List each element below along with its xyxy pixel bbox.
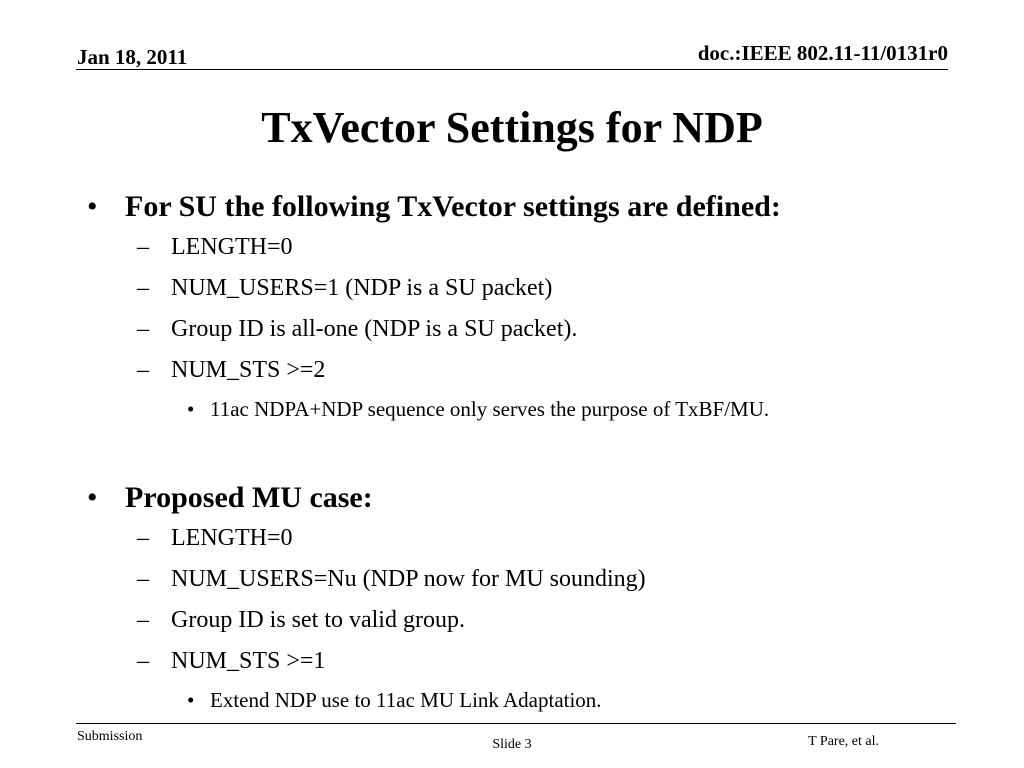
sub-bullet — [0, 559, 1024, 600]
bullet-heading — [0, 187, 1024, 227]
header-divider — [76, 69, 948, 70]
dash-marker: – — [137, 525, 149, 551]
bullet-heading-text: For SU the following TxVector settings are defined: — [125, 190, 781, 223]
footer-author: T Pare, et al. — [808, 734, 879, 749]
bullet-marker: • — [187, 688, 195, 712]
footer-submission: Submission — [77, 729, 143, 744]
sub-bullet — [0, 227, 1024, 268]
sub-bullet-text: LENGTH=0 — [171, 525, 293, 551]
dash-marker: – — [137, 357, 149, 383]
bullet-marker: • — [87, 190, 98, 223]
section-su — [0, 187, 1024, 427]
sub-bullet — [0, 600, 1024, 641]
dash-marker: – — [137, 234, 149, 260]
sub-bullet-text: Group ID is set to valid group. — [171, 607, 465, 633]
dash-marker: – — [137, 275, 149, 301]
sub-bullet-text: NUM_STS >=1 — [171, 648, 326, 674]
sub-sub-bullet-text: Extend NDP use to 11ac MU Link Adaptation. — [210, 688, 602, 712]
sub-bullet-text: LENGTH=0 — [171, 234, 293, 260]
bullet-marker: • — [187, 397, 195, 421]
slide-number: Slide 3 — [492, 737, 532, 752]
slide-title: TxVector Settings for NDP — [261, 103, 763, 152]
sub-bullet-text: Group ID is all-one (NDP is a SU packet). — [171, 316, 578, 342]
dash-marker: – — [137, 607, 149, 633]
sub-bullet-text: NUM_USERS=1 (NDP is a SU packet) — [171, 275, 553, 301]
bullet-heading — [0, 478, 1024, 518]
sub-bullet — [0, 518, 1024, 559]
sub-sub-bullet — [0, 391, 1024, 427]
sub-bullet — [0, 268, 1024, 309]
sub-sub-bullet — [0, 682, 1024, 718]
sub-bullet — [0, 641, 1024, 682]
sub-bullet-text: NUM_STS >=2 — [171, 357, 326, 383]
dash-marker: – — [137, 566, 149, 592]
sub-sub-bullet-text: 11ac NDPA+NDP sequence only serves the purpose of TxBF/MU. — [210, 397, 770, 421]
section-mu — [0, 478, 1024, 718]
bullet-marker: • — [87, 481, 98, 514]
dash-marker: – — [137, 648, 149, 674]
sub-bullet — [0, 309, 1024, 350]
bullet-heading-text: Proposed MU case: — [125, 481, 373, 514]
header-date: Jan 18, 2011 — [77, 45, 188, 69]
header-doc-id: doc.:IEEE 802.11-11/0131r0 — [697, 41, 948, 65]
sub-bullet-text: NUM_USERS=Nu (NDP now for MU sounding) — [171, 566, 646, 592]
footer-divider — [76, 723, 956, 724]
sub-bullet — [0, 350, 1024, 391]
dash-marker: – — [137, 316, 149, 342]
